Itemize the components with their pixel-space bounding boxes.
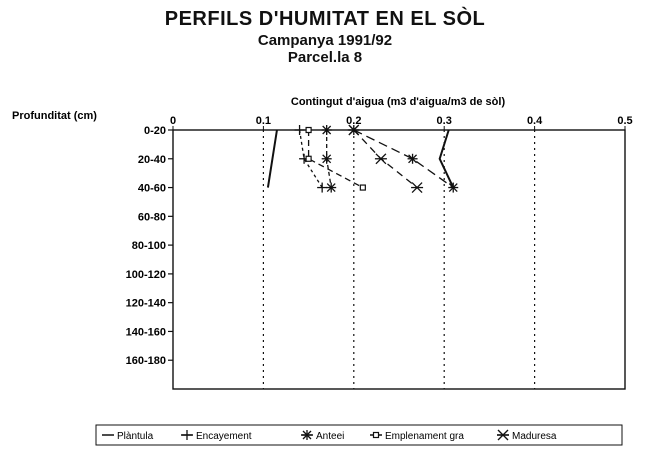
- legend-marker-1: [182, 430, 192, 440]
- x-tick-label-2: 0.2: [346, 115, 362, 127]
- chart-title: PERFILS D'HUMITAT EN EL SÒL: [164, 8, 486, 30]
- y-tick-label-8: 160-180: [125, 355, 166, 368]
- legend-marker-2: [302, 430, 312, 440]
- series-2-point-1: [322, 154, 332, 164]
- legend-label-1: Encayement: [196, 431, 252, 442]
- series-3-point-1: [306, 156, 311, 161]
- y-tick-label-7: 140-160: [125, 326, 166, 339]
- legend-label-3: Emplenament gra: [385, 431, 464, 442]
- chart-subtitle-campaign: Campanya 1991/92: [257, 32, 393, 49]
- series-2-point-0: [322, 125, 332, 135]
- series-2-point-2: [326, 183, 336, 193]
- series-3-point-0: [306, 128, 311, 133]
- legend-label-4: Maduresa: [512, 431, 557, 442]
- series-1-point-0: [295, 125, 305, 135]
- series-line-3: [309, 130, 363, 188]
- chart-subtitle-plot: Parcel.la 8: [287, 49, 363, 66]
- series-3-point-2: [360, 185, 365, 190]
- plot-frame: [173, 130, 625, 389]
- x-axis-label: Contingut d'aigua (m3 d'aigua/m3 de sòl): [290, 96, 506, 108]
- series-4-point-2: [411, 183, 423, 193]
- y-tick-label-2: 40-60: [137, 182, 166, 195]
- y-tick-label-4: 80-100: [131, 240, 166, 253]
- x-tick-label-1: 0.1: [255, 115, 272, 127]
- series-line-5: [354, 130, 453, 188]
- legend: [102, 430, 557, 442]
- y-axis-label: Profunditat (cm): [12, 110, 97, 122]
- legend-label-0: Plàntula: [117, 431, 154, 442]
- series-5-point-1: [408, 154, 418, 164]
- legend-marker-4: [497, 430, 509, 440]
- series-4-point-1: [375, 154, 387, 164]
- y-tick-label-1: 20-40: [137, 153, 166, 166]
- legend-label-2: Anteei: [316, 431, 345, 442]
- series-5-point-0: [349, 125, 359, 135]
- legend-marker-3: [374, 433, 379, 438]
- y-tick-label-0: 0-20: [143, 125, 166, 137]
- x-tick-label-3: 0.3: [436, 115, 452, 127]
- series-1-point-2: [317, 183, 327, 193]
- y-tick-label-6: 120-140: [125, 297, 166, 310]
- series-line-0: [268, 130, 277, 188]
- x-tick-label-4: 0.4: [526, 115, 543, 127]
- x-tick-label-5: 0.5: [617, 115, 633, 127]
- y-tick-label-3: 60-80: [137, 211, 166, 224]
- y-tick-label-5: 100-120: [125, 268, 166, 281]
- x-tick-label-0: 0: [169, 115, 177, 127]
